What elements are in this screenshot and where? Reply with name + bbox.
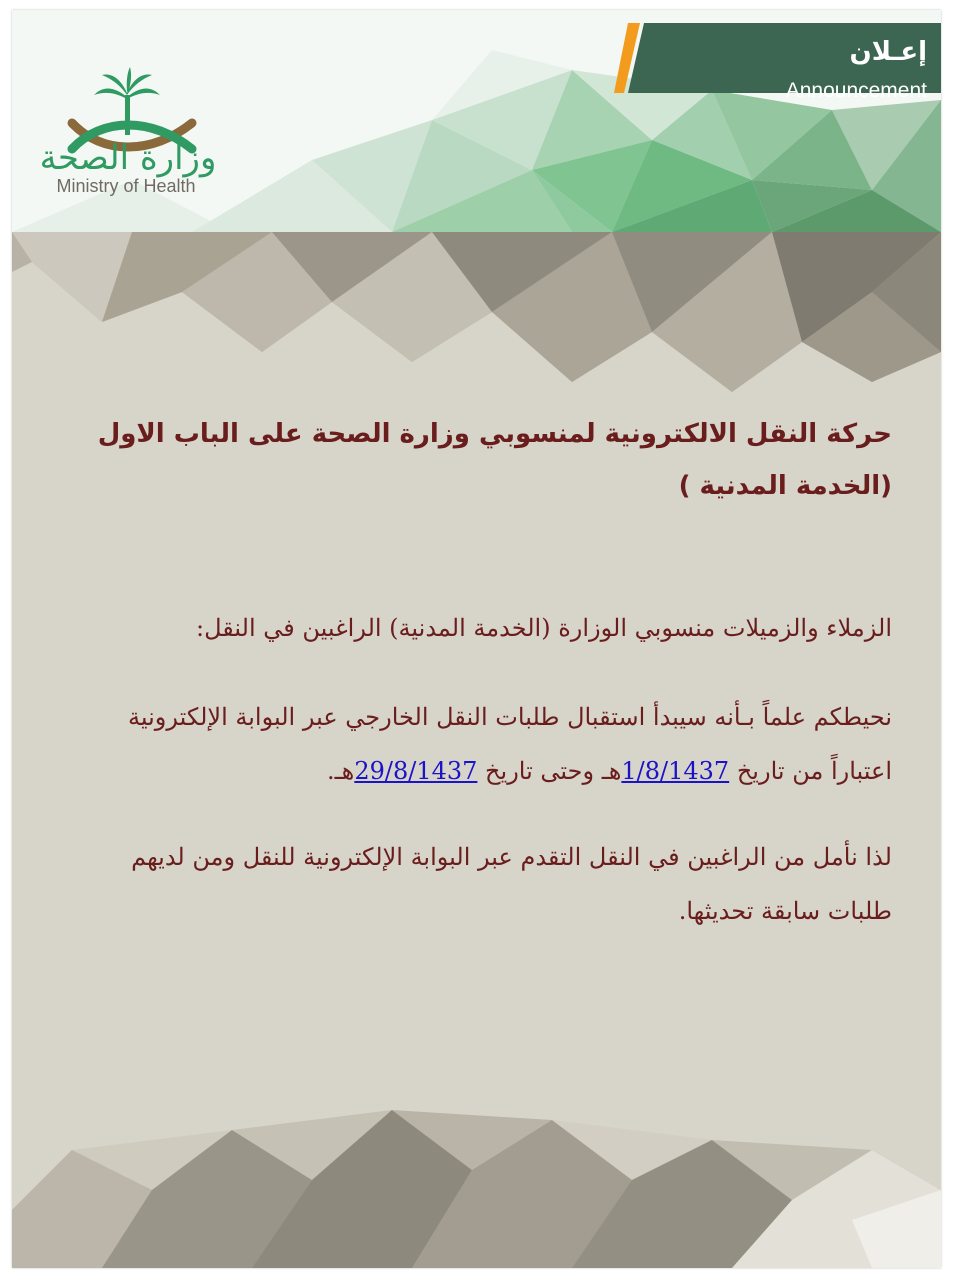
paragraph-text-end: هـ. <box>327 757 355 785</box>
header-banner <box>12 10 941 232</box>
logo-english-text: Ministry of Health <box>56 176 196 196</box>
announcement-badge <box>614 23 941 102</box>
badge-title-arabic: إعـلان <box>849 37 927 67</box>
bottom-mountain-decoration <box>12 1090 941 1268</box>
announcement-page <box>12 10 941 1268</box>
notice-title: حركة النقل الالكترونية لمنسوبي وزارة الصحة على الباب الاول (الخدمة المدنية ) <box>97 419 892 501</box>
notice-paragraph-dates <box>62 690 892 798</box>
notice-paragraph-request: لذا نأمل من الراغبين في النقل التقدم عبر البوابة الإلكترونية للنقل ومن لديهم طلبات سابقة تحديثها. <box>131 843 892 925</box>
paragraph-text-start: نحيطكم علماً بـأنه سيبدأ استقبال طلبات النقل الخارجي عبر البوابة الإلكترونية اعتباراً من تاريخ <box>127 703 892 785</box>
date-from-link[interactable]: 1/8/1437 <box>621 757 730 785</box>
date-to-link[interactable]: 29/8/1437 <box>354 757 478 785</box>
paragraph-text-middle: هـ وحتى تاريخ <box>477 757 622 785</box>
notice-greeting: الزملاء والزميلات منسوبي الوزارة (الخدمة المدنية) الراغبين في النقل: <box>196 614 892 642</box>
badge-title-english: Announcement <box>785 79 927 102</box>
top-mountain-decoration <box>12 232 941 412</box>
logo-arabic-text: وزارة الصحة <box>39 138 217 178</box>
